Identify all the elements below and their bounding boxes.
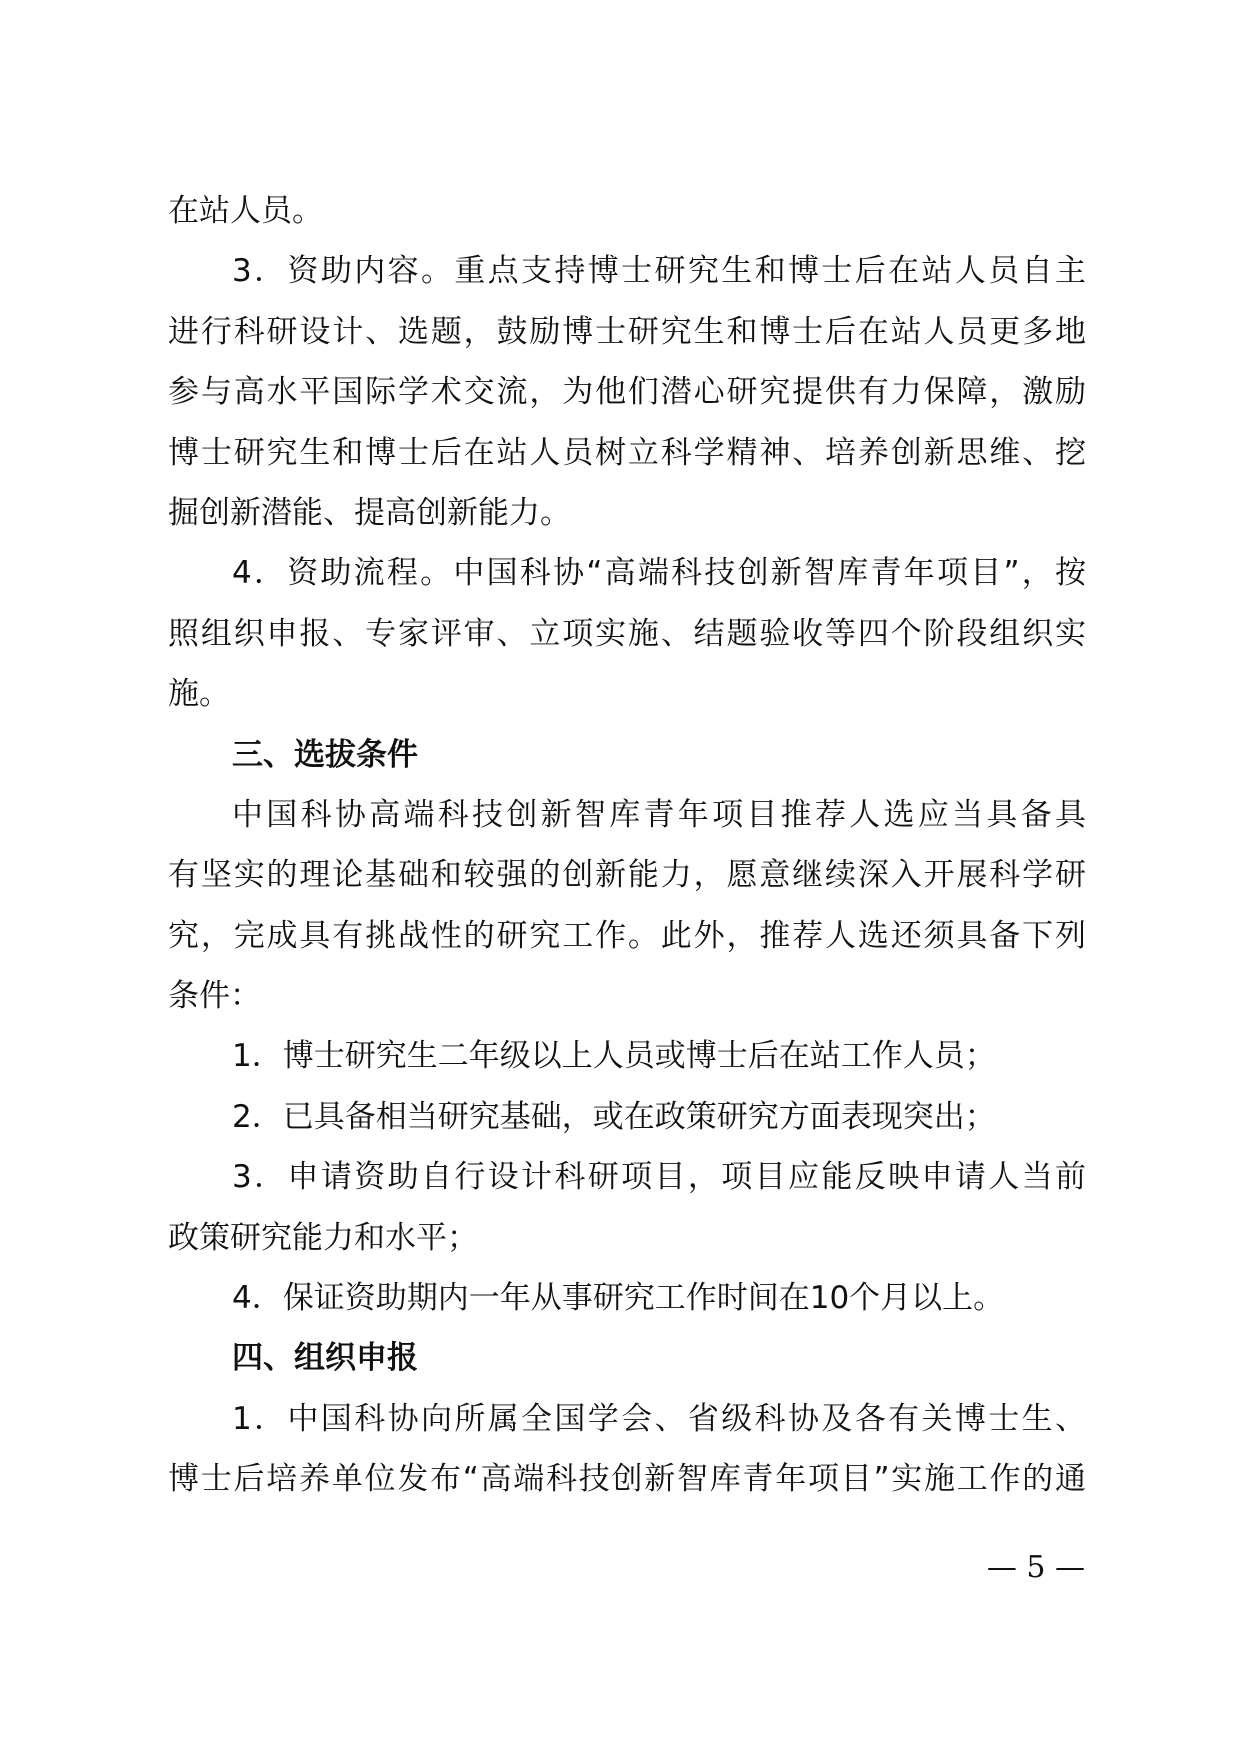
page-number: — 5 — [986,1550,1085,1585]
text-line: 究，完成具有挑战性的研究工作。此外，推荐人选还须具备下列 [168,917,1086,954]
text-line: 4．保证资助期内一年从事研究工作时间在10个月以上。 [232,1280,1005,1317]
text-line: 掘创新潜能、提高创新能力。 [168,494,571,531]
section-heading: 四、组织申报 [232,1340,418,1377]
text-line: 博士研究生和博士后在站人员树立科学精神、培养创新思维、挖 [168,434,1086,471]
text-line: 中国科协高端科技创新智库青年项目推荐人选应当具备具 [232,796,1086,833]
text-line: 3．申请资助自行设计科研项目，项目应能反映申请人当前 [232,1159,1086,1196]
text-line: 1．博士研究生二年级以上人员或博士后在站工作人员； [232,1038,996,1075]
text-line: 施。 [168,676,230,713]
text-line: 在站人员。 [168,193,323,229]
text-line: 1．中国科协向所属全国学会、省级科协及各有关博士生、 [232,1400,1086,1437]
text-line: 3．资助内容。重点支持博士研究生和博士后在站人员自主 [232,253,1086,290]
text-line: 博士后培养单位发布“高端科技创新智库青年项目”实施工作的通 [168,1461,1086,1498]
text-line: 照组织申报、专家评审、立项实施、结题验收等四个阶段组织实 [168,615,1086,652]
section-heading: 三、选拔条件 [232,736,418,773]
text-line: 参与高水平国际学术交流，为他们潜心研究提供有力保障，激励 [168,374,1086,411]
text-line: 2．已具备相当研究基础，或在政策研究方面表现突出； [232,1098,996,1135]
text-line: 有坚实的理论基础和较强的创新能力，愿意继续深入开展科学研 [168,857,1086,894]
text-line: 进行科研设计、选题，鼓励博士研究生和博士后在站人员更多地 [168,313,1086,350]
text-line: 4．资助流程。中国科协“高端科技创新智库青年项目”，按 [232,555,1086,592]
document-body [168,181,1086,1510]
text-line: 条件： [168,978,261,1015]
text-line: 政策研究能力和水平； [168,1219,478,1256]
